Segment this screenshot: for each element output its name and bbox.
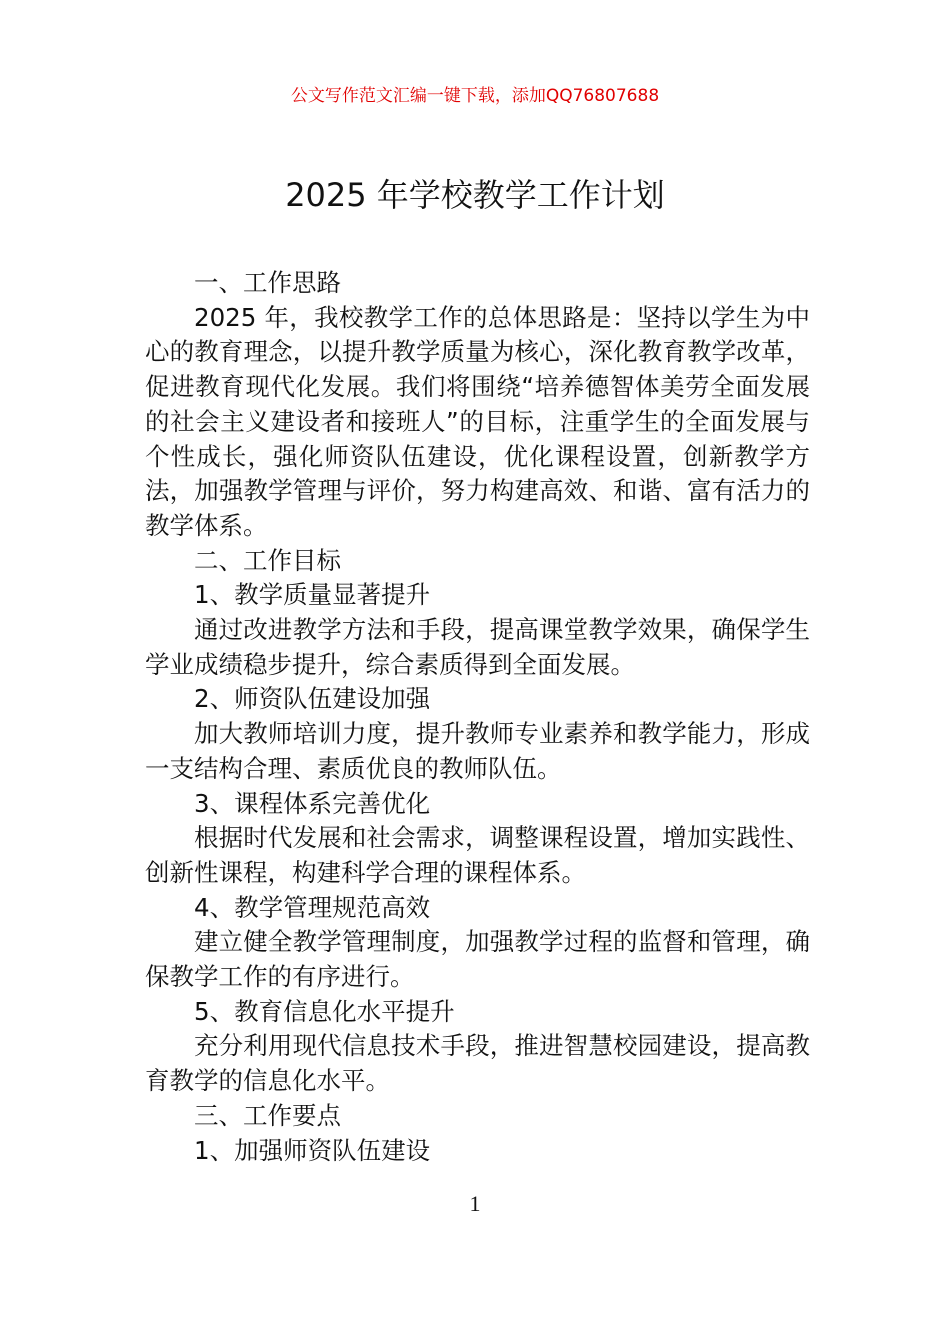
section-heading-work-goals: 二、工作目标	[194, 545, 341, 575]
goal-heading-management: 4、教学管理规范高效	[194, 892, 431, 922]
paragraph-overall-approach: 2025 年，我校教学工作的总体思路是：坚持以学生为中心的教育理念，以提升教学质量为核心，深化教育教学改革，促进教育现代化发展。我们将围绕“培养德智体美劳全面发展的社会主义建设者和接班人”的目标，注重学生的全面发展与个性成长，强化师资队伍建设，优化课程设置，创新教学方法，加强教学管理与评价，努力构建高效、和谐、富有活力的教学体系。	[145, 302, 810, 540]
document-title: 2025 年学校教学工作计划	[285, 176, 665, 214]
paragraph-management: 建立健全教学管理制度，加强教学过程的监督和管理，确保教学工作的有序进行。	[145, 927, 810, 992]
page-number: 1	[469, 1191, 481, 1216]
header-promo-link[interactable]: 公文写作范文汇编一键下载，添加QQ76807688	[290, 86, 660, 106]
document-body	[145, 266, 810, 1168]
paragraph-teacher-team: 加大教师培训力度，提升教师专业素养和教学能力，形成一支结构合理、素质优良的教师队伍。	[145, 719, 810, 783]
goal-heading-informatization: 5、教育信息化水平提升	[194, 996, 455, 1026]
section-heading-key-points: 三、工作要点	[194, 1100, 341, 1130]
goal-heading-teaching-quality: 1、教学质量显著提升	[194, 580, 431, 610]
section-heading-work-approach: 一、工作思路	[194, 268, 341, 297]
paragraph-curriculum: 根据时代发展和社会需求，调整课程设置，增加实践性、创新性课程，构建科学合理的课程体系。	[145, 823, 810, 887]
goal-heading-teacher-team: 2、师资队伍建设加强	[194, 684, 431, 714]
goal-heading-curriculum: 3、课程体系完善优化	[194, 788, 431, 818]
paragraph-informatization: 充分利用现代信息技术手段，推进智慧校园建设，提高教育教学的信息化水平。	[145, 1031, 810, 1096]
paragraph-teaching-quality: 通过改进教学方法和手段，提高课堂教学效果，确保学生学业成绩稳步提升，综合素质得到全面发展。	[145, 615, 810, 679]
keypoint-heading-teacher-team: 1、加强师资队伍建设	[194, 1135, 431, 1165]
